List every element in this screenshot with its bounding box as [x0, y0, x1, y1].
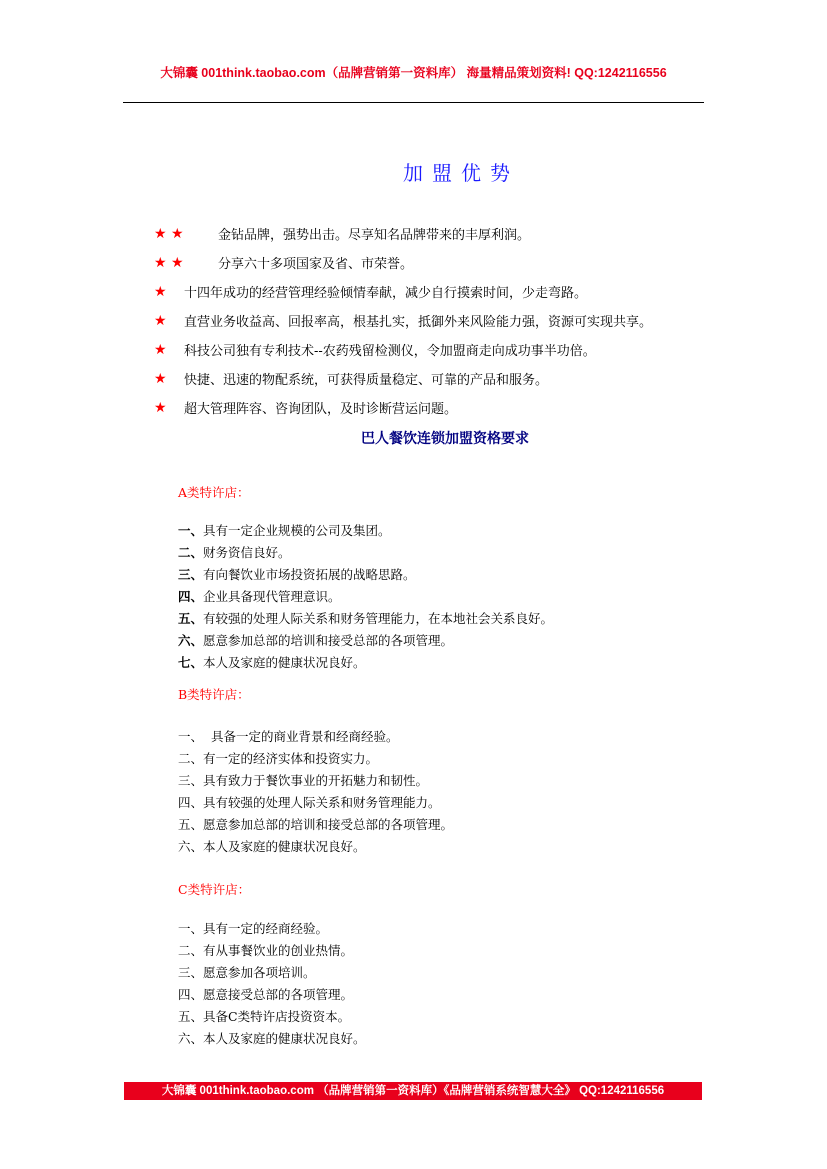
list-item	[178, 608, 553, 630]
list-item	[154, 219, 652, 248]
item-text: 具有一定的经商经验。	[203, 921, 329, 936]
list-item	[178, 1028, 366, 1050]
category-c-heading: C类特许店：	[178, 882, 251, 897]
item-number: 一、	[178, 523, 204, 538]
advantage-text: 分享六十多项国家及省、市荣誉。	[218, 257, 414, 272]
item-number: 二、	[178, 545, 204, 560]
item-number: 七、	[178, 655, 204, 670]
page-title: 加盟优势	[403, 161, 519, 185]
advantage-text: 金钻品牌，强势出击。尽享知名品牌带来的丰厚利润。	[218, 228, 531, 243]
item-text: 企业具备现代管理意识。	[203, 589, 341, 604]
item-number: 二、	[178, 751, 204, 766]
list-item	[154, 393, 652, 422]
list-item	[178, 792, 453, 814]
list-item	[178, 630, 553, 652]
item-text: 有一定的经济实体和投资实力。	[203, 751, 379, 766]
item-number: 一、	[178, 729, 204, 744]
item-text: 本人及家庭的健康状况良好。	[203, 839, 366, 854]
footer-banner: 大锦囊 001think.taobao.com （品牌营销第一资料库）《品牌营销系统智慧大全》 QQ:1242116556	[124, 1082, 702, 1100]
item-number: 一、	[178, 921, 204, 936]
star-icon: ★	[154, 341, 167, 358]
item-number: 三、	[178, 965, 204, 980]
item-text: 具有较强的处理人际关系和财务管理能力。	[203, 795, 441, 810]
advantage-text: 十四年成功的经营管理经验倾情奉献，减少自行摸索时间，少走弯路。	[184, 286, 588, 301]
list-item	[154, 335, 652, 364]
list-item	[178, 652, 553, 674]
item-number: 三、	[178, 567, 204, 582]
list-item	[154, 248, 652, 277]
list-item	[178, 940, 366, 962]
requirements-title: 巴人餐饮连锁加盟资格要求	[361, 431, 529, 447]
list-item	[178, 1006, 366, 1028]
item-number: 五、	[178, 611, 204, 626]
item-text: 具备一定的商业背景和经商经验。	[203, 729, 399, 744]
list-item	[178, 726, 453, 748]
list-item	[178, 984, 366, 1006]
star-icon: ★	[154, 283, 167, 300]
item-number: 二、	[178, 943, 204, 958]
list-item	[178, 962, 366, 984]
item-number: 五、	[178, 1009, 204, 1024]
category-b-heading: B类特许店：	[178, 687, 250, 702]
advantage-text: 快捷、迅速的物配系统，可获得质量稳定、可靠的产品和服务。	[184, 373, 549, 388]
advantages-list	[154, 219, 652, 422]
item-text: 有较强的处理人际关系和财务管理能力，在本地社会关系良好。	[203, 611, 554, 626]
star-icon: ★	[154, 370, 167, 387]
list-item	[154, 277, 652, 306]
advantage-text: 科技公司独有专利技术--农药残留检测仪，令加盟商走向成功事半功倍。	[184, 344, 596, 359]
category-a-heading: A类特许店：	[178, 485, 250, 500]
item-text: 愿意接受总部的各项管理。	[203, 987, 354, 1002]
item-text: 财务资信良好。	[203, 545, 291, 560]
list-item	[178, 748, 453, 770]
category-c-list	[178, 918, 366, 1050]
list-item	[178, 770, 453, 792]
item-number: 四、	[178, 987, 204, 1002]
item-text: 本人及家庭的健康状况良好。	[203, 1031, 366, 1046]
star-icon: ★ ★	[154, 225, 184, 242]
item-text: 具备C类特许店投资资本。	[203, 1009, 351, 1024]
list-item	[178, 564, 553, 586]
item-text: 愿意参加总部的培训和接受总部的各项管理。	[203, 633, 454, 648]
star-icon: ★ ★	[154, 254, 184, 271]
item-text: 本人及家庭的健康状况良好。	[203, 655, 366, 670]
list-item	[154, 364, 652, 393]
item-text: 有从事餐饮业的创业热情。	[203, 943, 354, 958]
list-item	[154, 306, 652, 335]
item-number: 四、	[178, 795, 204, 810]
star-icon: ★	[154, 399, 167, 416]
list-item	[178, 542, 553, 564]
list-item	[178, 586, 553, 608]
category-b-list	[178, 726, 453, 858]
list-item	[178, 814, 453, 836]
item-number: 五、	[178, 817, 204, 832]
advantage-text: 超大管理阵容、咨询团队，及时诊断营运问题。	[184, 402, 458, 417]
list-item	[178, 918, 366, 940]
header-banner-text: 大锦囊 001think.taobao.com（品牌营销第一资料库） 海量精品策划资料! QQ:1242116556	[160, 66, 667, 80]
item-text: 具有致力于餐饮事业的开拓魅力和韧性。	[203, 773, 429, 788]
list-item	[178, 836, 453, 858]
item-text: 愿意参加各项培训。	[203, 965, 316, 980]
item-number: 六、	[178, 839, 204, 854]
advantage-text: 直营业务收益高、回报率高，根基扎实，抵御外来风险能力强，资源可实现共享。	[184, 315, 653, 330]
star-icon: ★	[154, 312, 167, 329]
item-text: 有向餐饮业市场投资拓展的战略思路。	[203, 567, 416, 582]
item-number: 六、	[178, 1031, 204, 1046]
category-a-list	[178, 520, 553, 674]
list-item	[178, 520, 553, 542]
item-text: 具有一定企业规模的公司及集团。	[203, 523, 391, 538]
item-number: 六、	[178, 633, 204, 648]
header-divider	[123, 102, 704, 103]
item-number: 四、	[178, 589, 204, 604]
item-number: 三、	[178, 773, 204, 788]
item-text: 愿意参加总部的培训和接受总部的各项管理。	[203, 817, 454, 832]
